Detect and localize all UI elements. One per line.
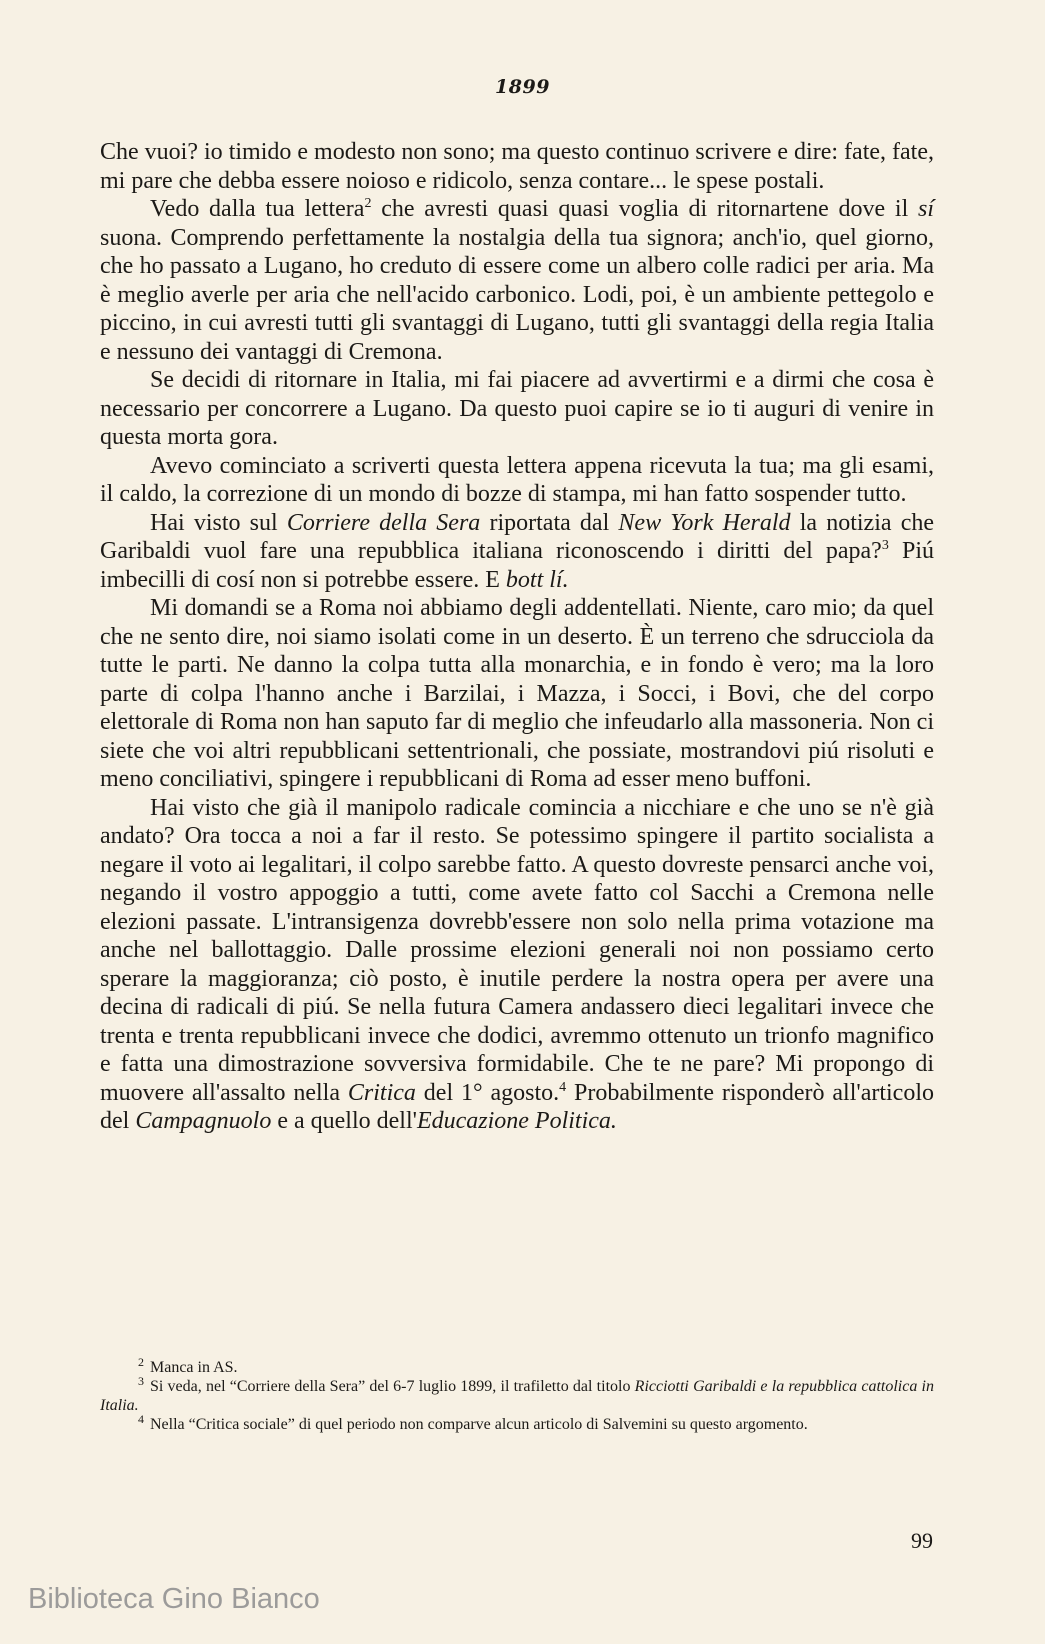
- paragraph-5: Hai visto sul Corriere della Sera riportata dal New York Herald la notizia che Garibaldi vuol fare una repubblica italiana riconoscendo i diritti del papa?$^3$ Piú imbecilli di cosí non si potrebbe essere. E bott lí.: [100, 509, 935, 593]
- paragraph-3: Se decidi di ritornare in Italia, mi fai piacere ad avvertirmi e a dirmi che cosa è necessario per concorrere a Lugano. Da questo puoi capire se io ti auguri di venire in questa morta gora.: [100, 367, 934, 450]
- library-watermark: Biblioteca Gino Bianco: [28, 1583, 320, 1615]
- paragraph-1: Che vuoi? io timido e modesto non sono; ma questo continuo scrivere e dire: fate, fate, mi pare che debba essere noioso e ridicolo, senza contare... le spese postali.: [100, 139, 934, 194]
- paragraph-4: Avevo cominciato a scriverti questa lettera appena ricevuta la tua; ma gli esami, il caldo, la correzione di un mondo di bozze di stampa, mi han fatto sospender tutto.: [100, 452, 934, 507]
- footnote-3: $^3$ Si veda, nel “Corriere della Sera” del 6-7 luglio 1899, il trafiletto dal titolo Ricciotti Garibaldi e la repubblica cattolica in Italia.: [100, 1373, 934, 1414]
- paragraph-7: Hai visto che già il manipolo radicale comincia a nicchiare e che uno se n'è già andato? Ora tocca a noi a far il resto. Se potessimo spingere il partito socialista a negare il voto ai legalitari, il colpo sarebbe fatto. A questo dovreste pensarci anche voi, negando il vostro appoggio a tutti, come avete fatto col Sacchi a Cremona nelle elezioni passate. L'intransigenza dovrebb'essere non solo nella prima votazione ma anche nel ballottaggio. Dalle prossime elezioni generali noi non possiamo certo sperare la maggioranza; ciò posto, è inutile perdere la nostra opera per avere una decina di radicali di piú. Se nella futura Camera andassero dieci legalitari invece che trenta e trenta repubblicani invece che dodici, avremmo ottenuto un trionfo magnifico e fatta una dimostrazione sovversiva formidabile. Che te ne pare? Mi propongo di muovere all'assalto nella Critica del 1° agosto.$^4$ Probabilmente risponderò all'articolo del Campagnuolo e a quello dell'Educazione Politica.: [100, 794, 934, 1134]
- page-number: 99: [911, 1528, 933, 1553]
- running-header-year: 1899: [495, 76, 550, 98]
- footnote-4: $^4$ Nella “Critica sociale” di quel periodo non comparve alcun articolo di Salvemini su questo argomento.: [138, 1411, 808, 1433]
- footnotes: [100, 1354, 934, 1434]
- paragraph-6: Mi domandi se a Roma noi abbiamo degli addentellati. Niente, caro mio; da quel che ne sento dire, noi siamo isolati come in un deserto. È un terreno che sdrucciola da tutte le parti. Ne danno la colpa tutta alla monarchia, e in fondo è vero; ma la loro parte di colpa l'hanno anche i Barzilai, i Mazza, i Socci, i Bovi, che del corpo elettorale di Roma non han saputo far di meglio che infeudarlo alla massoneria. Non ci siete che voi altri repubblicani settentrionali, che possiate, mostrandovi piú risoluti e meno conciliativi, spingere i repubblicani di Roma ad esser meno buffoni.: [100, 595, 934, 792]
- footnote-ref-3: 3: [881, 538, 889, 553]
- footnote-ref-2: 2: [364, 196, 372, 211]
- paragraph-2: Vedo dalla tua lettera$^2$ che avresti quasi quasi voglia di ritornartene dove il sí suona. Comprendo perfettamente la nostalgia della tua signora; anch'io, quel giorno, che ho passato a Lugano, ho creduto di essere come un albero colle radici per aria. Ma è meglio averle per aria che nell'acido carbonico. Lodi, poi, è un ambiente pettegolo e piccino, in cui avresti tutti gli svantaggi di Lugano, tutti gli svantaggi della regia Italia e nessuno dei vantaggi di Cremona.: [100, 196, 934, 365]
- journal-title: Campagnuolo: [135, 1108, 272, 1134]
- footnote-ref-4: 4: [559, 1079, 567, 1095]
- letter-body: [100, 138, 934, 1136]
- journal-title: Educazione Politica.: [416, 1108, 617, 1134]
- newspaper-title: Corriere della Sera: [286, 509, 481, 536]
- footnote-2: $^2$ Manca in AS.: [138, 1354, 238, 1376]
- newspaper-title: New York Herald: [618, 509, 791, 536]
- journal-title: Critica: [347, 1079, 416, 1106]
